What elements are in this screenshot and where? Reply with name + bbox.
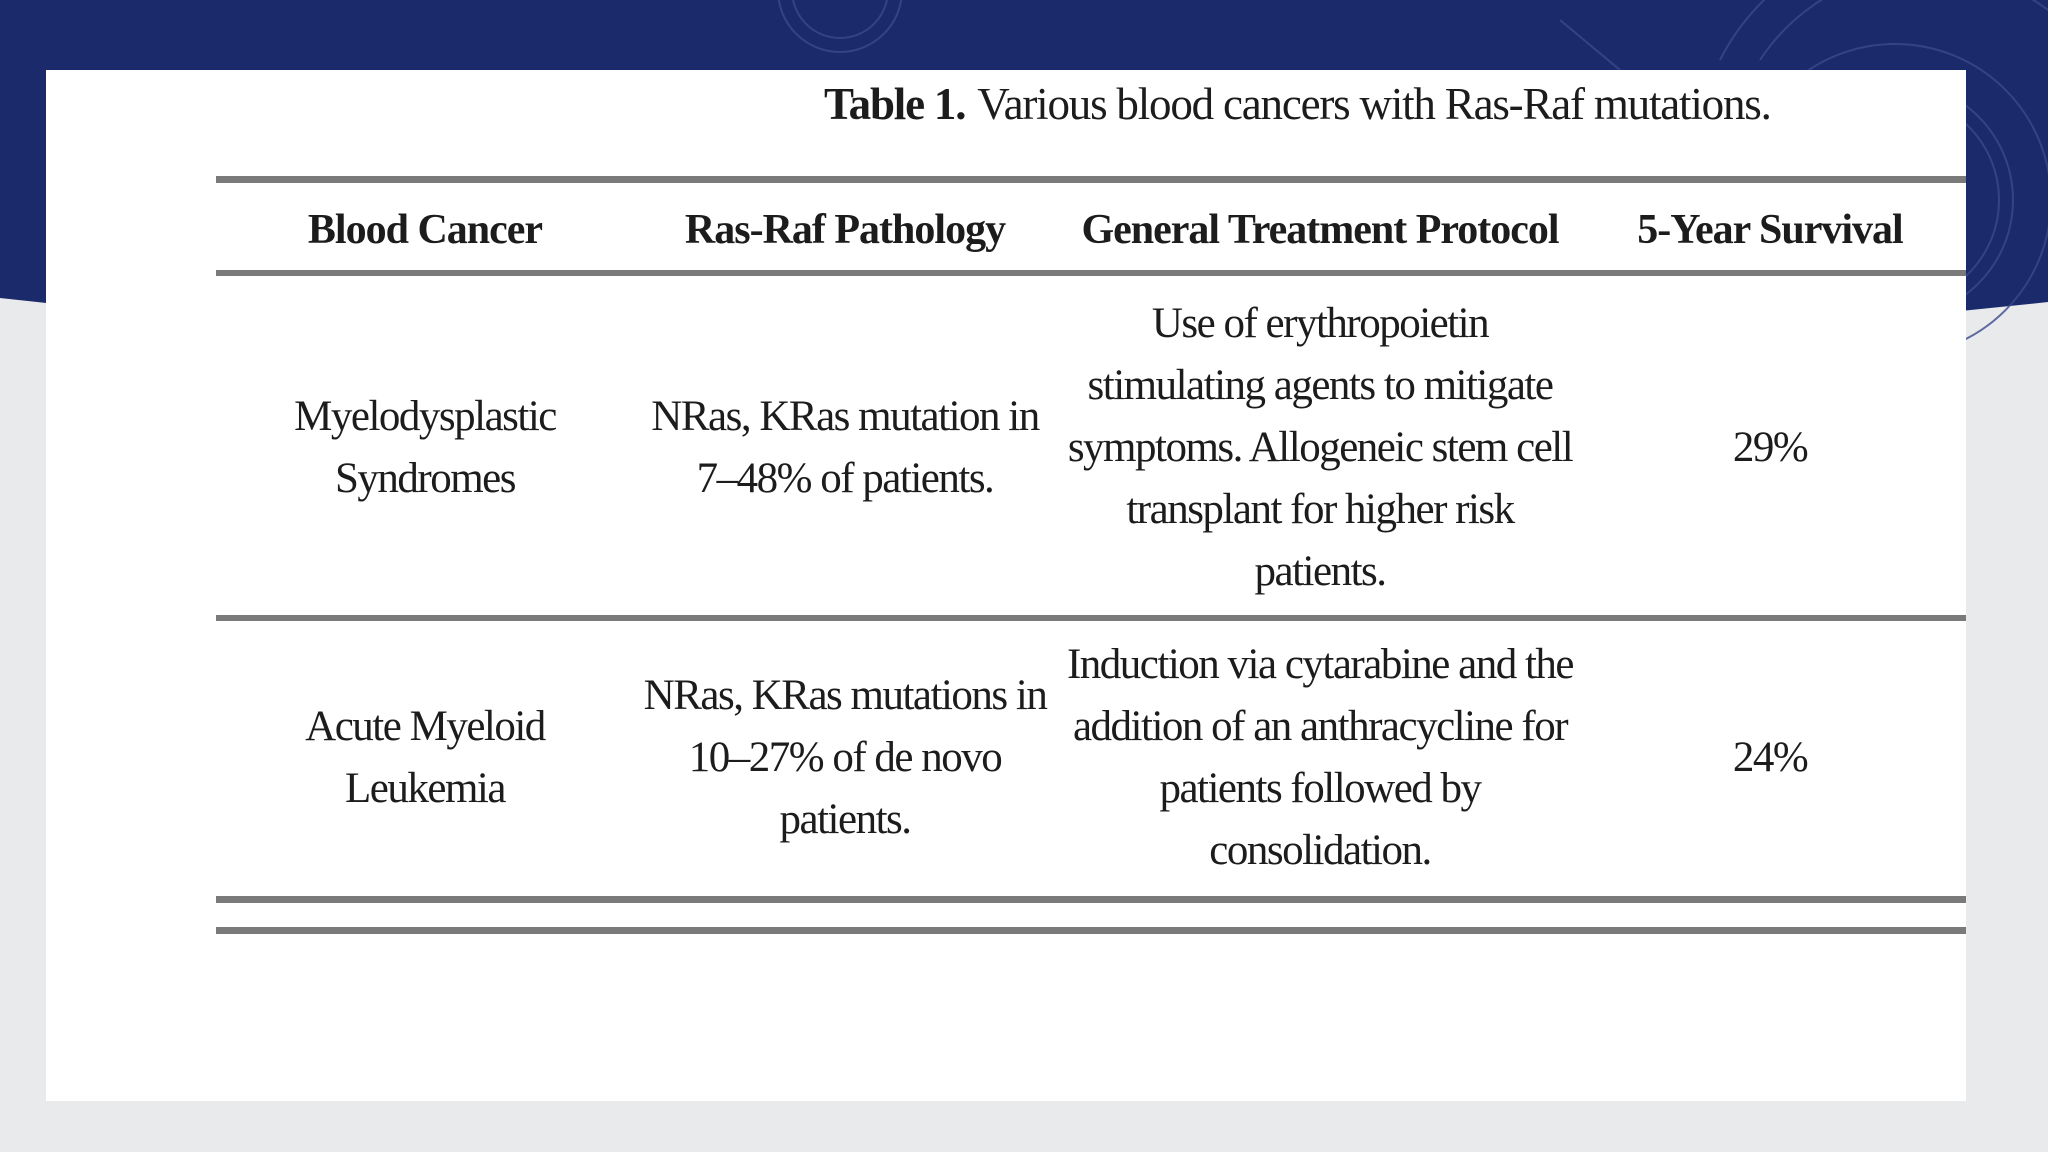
table-top-rule (216, 176, 1966, 183)
table-caption (824, 78, 1771, 130)
cell-text: Myelodysplastic Syndromes (294, 392, 556, 502)
table-row-1-pathology (640, 285, 1050, 610)
header-ras-raf-pathology: Ras-Raf Pathology (684, 207, 1006, 253)
cell-text: NRas, KRas mutations in 10–27% of de novo patients. (643, 672, 1047, 843)
table-row-1-survival (1600, 285, 1940, 610)
table-double-rule (216, 927, 1966, 934)
header-blood-cancer: Blood Cancer (307, 207, 543, 253)
table-bottom-rule (216, 896, 1966, 903)
row-divider-rule (216, 615, 1966, 621)
table-row-2-pathology (640, 628, 1050, 888)
cell-text: NRas, KRas mutation in 7–48% of patients. (651, 392, 1039, 502)
table-caption-label: Table 1. (824, 79, 966, 129)
table-row-1-treatment (1060, 285, 1580, 610)
cell-text: Use of erythropoietin stimulating agents to mitigate symptoms. Allogeneic stem cell transplant for higher risk patients. (1067, 299, 1573, 595)
table-row-2-survival (1600, 628, 1940, 888)
cell-text: 24% (1732, 734, 1808, 781)
table-caption-text: Various blood cancers with Ras-Raf mutations. (977, 79, 1771, 129)
table-row-2-cancer (250, 628, 600, 888)
table-row-1-cancer (250, 285, 600, 610)
cell-text: Induction via cytarabine and the addition of an anthracycline for patients followed by consolidation. (1066, 641, 1573, 874)
header-bottom-rule (216, 270, 1966, 276)
table-row-2-treatment (1060, 628, 1580, 888)
cell-text: Acute Myeloid Leukemia (305, 703, 545, 812)
cell-text: 29% (1732, 423, 1808, 471)
header-treatment-protocol: General Treatment Protocol (1081, 207, 1559, 253)
header-survival: 5-Year Survival (1637, 207, 1903, 253)
